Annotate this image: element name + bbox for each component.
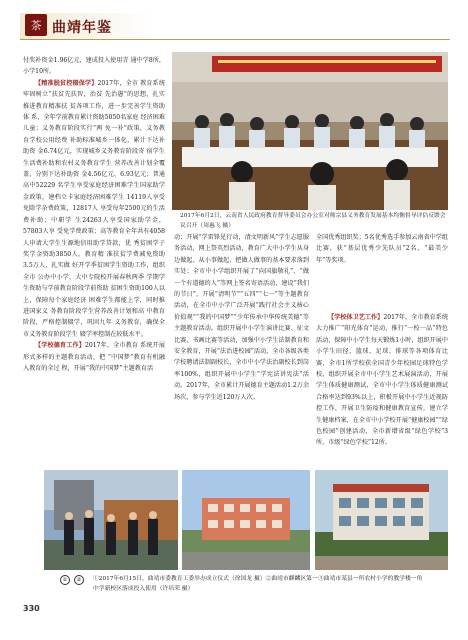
body-paragraph xyxy=(23,55,165,78)
bottom-left-caption: ①2017年6月15日，曲靖市委教育工委举办成立仪式（徐国龙 摄）②曲靖市麒麟区第一中学新校区落成投入使用（许培荣 摄） xyxy=(93,576,318,592)
text-column-4 xyxy=(316,312,448,449)
paragraph-text: 2017年，全市教育 系统开展形式多样的主题教育活动，把 “中国梦”教育有机融入教育的全过 程，开展“我的中国梦”主题教育活 xyxy=(23,342,166,372)
section-heading: 【学校德育工作】 xyxy=(35,342,85,350)
paragraph-text: 付奖补资金1.96亿元，建成投入使用青 通中学8所，小学10所。 xyxy=(23,57,165,76)
yearbook-logo-icon: 茶 xyxy=(25,14,47,36)
photo-number-1: ① xyxy=(60,575,70,585)
photo-number-2: ② xyxy=(74,575,84,585)
paragraph-text: 动；开展“学雷锋见行动，清文明新风”学生志愿服务活动，网上祭英烈活动，教育广大中小学生从身边做起、从小事做起，把做人做事的基本要求落到实处；全市中小学组织开展了“向国旗敬礼”、“做一个有道德的人”等网上签名寄语活动，建设“我们的节日”，开展“清明节”“五四”“七一”等主题教育活动，在全市中小学广泛开展“践行社会主义核心价值观”“我的中国梦”“少年传承中华传统美德”等主题教育活动。组织开展中小学生演讲比赛、征文比赛、书画比赛等活动，加强中小学生法制教育和安全教育，开展“法治进校园”活动，全市各级各类学校聘请法制副校长，全市中小学法治副校长到岗率100%，组织开展中小学生“学宪法讲宪法”活动。2017年，全市累计开展德育主题活动1.2万余场次，参与学生近120万人次。 xyxy=(174,234,309,401)
bottom-right-caption: ③曲靖市某县一所农村小学的教学楼一角 xyxy=(318,576,423,582)
section-heading: 【精准脱贫控辍保学】 xyxy=(35,79,98,87)
top-photo-caption: 2017年6月2日，云南省人民政府教育督导委员会办公室对师宗县义务教育发展基本均衡督导评估反馈会议召开（周惠飞 摄） xyxy=(180,213,446,229)
section-paragraph xyxy=(23,340,165,374)
conference-photo xyxy=(172,52,448,210)
section-heading: 【学校体卫艺工作】 xyxy=(328,314,384,321)
header-rule xyxy=(20,39,450,40)
paragraph-text: 2017年，全市 教育系统牢固树立“扶贫先扶智，治贫 先治愚”的思想，扎实推进教育精准扶 贫各项工作，进一步完善学生资助体 系，全年学前教育累计资助5050名家庭 经济困难儿童；义务教育阶段实行“两 免一补”政策，义务教育学校公用经费 补助标准城乡一体化，累计下达补助资 金6.74亿元，实现城乡义务教育阶段寄 宿学生生活费补助和农村义务教育学生 营养改善计划全覆盖，分别下达补助资 金4.56亿元、6.93亿元；普通高中52229 名学生享受家庭经济困难学生国家助学 金政策，建档立卡家庭经济困难学生 14119人享受免除学杂费政策，12817人 享受每年2500元的生活费补助；中职学 生24263人享受国家助学金，57803人享 受免学费政策；高等教育全年共有4058 人申请大学生生源地信用助学贷款，优 秀贫困学子奖学金资助3850人。教育精 准扶贫学费减免资助3.5万人，扎实做 好开学季贫困学生资助工作，组织全市 公办中小学，大中专院校开展春秋两季 学期学生资助与学前教育阶段学前资助 贫困生资助100人以上，保障每个家庭经济 困难学生都能上学，同时推进国家义 务教育阶段学生营养改善计划和高 中教育阶段，严格控制辍学，巩固九年 义务教育，确保全市义务教育阶段学生 辍学率控制在较低水平。 xyxy=(23,79,166,338)
section-paragraph xyxy=(316,312,448,449)
paragraph-text: 2017年，全市教育系统大力推广“阳光体育”运动，推行“一校一品”特色活动，保障中小学生每天锻炼1小时，组织开展中小学生田径、篮球、足球、排球等各项体育比赛，全市1所学校获全国青少年校园足球特色学校，组织开展全市中小学生艺术展演活动，开展学生体质健康测试，全市中小学生体质健康测试合格率达到93%以上，积极开展中小学生近视防控工作，开展卫生防疫和健康教育宣传，建立学生健康档案，在全市中小学校开展“健康校园”“绿色校园”创建活动，全市新增省级“绿色学校”3所、市级“绿色学校”12所。 xyxy=(316,314,449,447)
text-column-1 xyxy=(23,55,165,374)
text-column-3 xyxy=(316,232,448,266)
section-paragraph xyxy=(23,78,165,340)
running-header-title: 曲靖年鉴 xyxy=(52,20,112,36)
ceremony-photo xyxy=(44,470,178,570)
bottom-photo-numbers xyxy=(60,575,86,585)
paragraph-text: 全国优秀组织奖；5名优秀选手参加云南省中学组比赛，获“基层优秀少先队员”2名、“最美少年”等奖项。 xyxy=(316,234,448,264)
text-column-2 xyxy=(174,232,309,403)
body-paragraph xyxy=(174,232,309,403)
page-number: 330 xyxy=(23,604,40,613)
body-paragraph xyxy=(316,232,448,266)
school-photo xyxy=(182,470,310,570)
rural-school-photo xyxy=(315,470,448,570)
